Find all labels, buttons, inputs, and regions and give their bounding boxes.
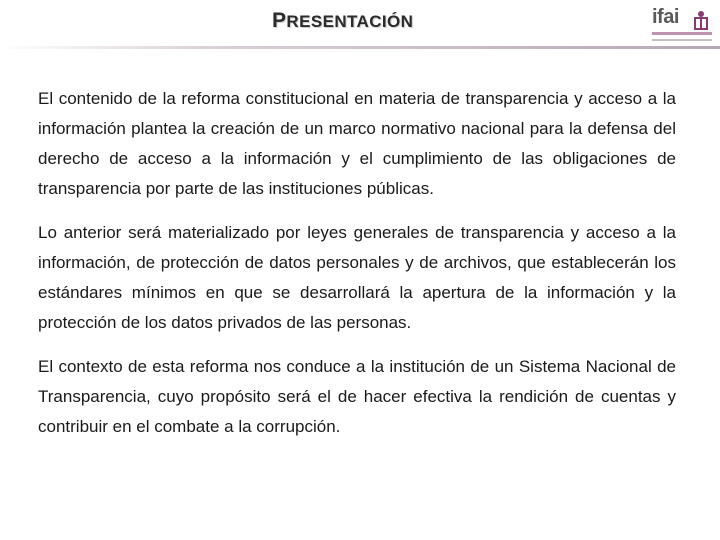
body-paragraph: El contenido de la reforma constitucional en materia de transparencia y acceso a la información plantea la creación de un marco normativo nacional para la defensa del derecho de acceso a la información y el cumplimiento de las obligaciones de transparencia por parte de las instituciones públicas. — [38, 89, 676, 198]
title-initial: P — [272, 9, 287, 32]
logo-tagline-bar — [652, 32, 712, 35]
page-title — [272, 9, 413, 33]
logo-tagline-bar-secondary — [652, 39, 712, 41]
title-rest: RESENTACIÓN — [286, 12, 414, 31]
slide-body — [38, 84, 676, 456]
header-divider — [0, 46, 720, 49]
logo-text: ifai — [652, 6, 679, 28]
slide-header — [0, 0, 720, 52]
body-paragraph: El contexto de esta reforma nos conduce a la institución de un Sistema Nacional de Transparencia, cuyo propósito será el de hacer efectiva la rendición de cuentas y contribuir en el combate a la corrupción. — [38, 357, 676, 436]
ifai-logo — [646, 6, 714, 46]
logo-emblem-icon — [692, 10, 710, 30]
body-paragraph: Lo anterior será materializado por leyes generales de transparencia y acceso a la información, de protección de datos personales y de archivos, que establecerán los estándares mínimos en que se desarrollará la apertura de la información y la protección de los datos privados de las personas. — [38, 223, 676, 332]
